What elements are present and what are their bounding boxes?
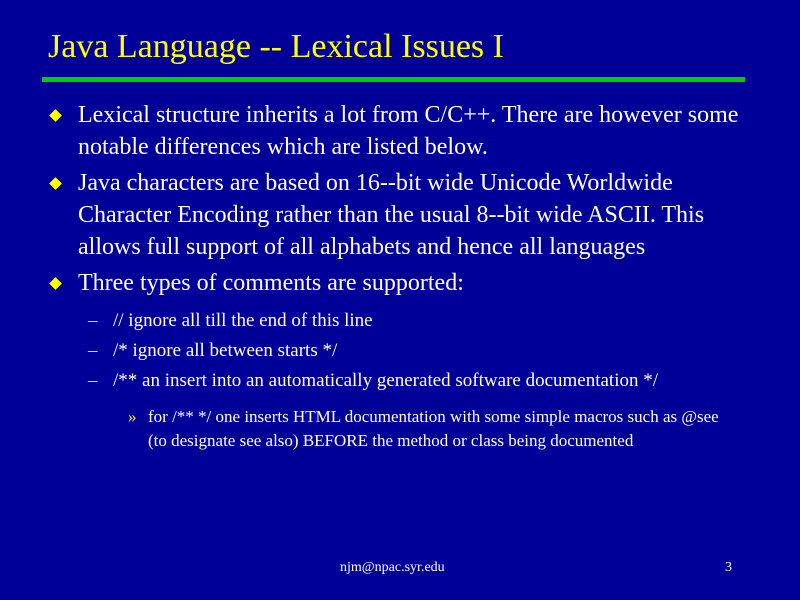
bullet-text: Three types of comments are supported: bbox=[78, 270, 464, 296]
diamond-bullet-icon bbox=[49, 177, 62, 190]
sub-bullet-text: // ignore all till the end of this line bbox=[113, 310, 373, 331]
title-underline bbox=[42, 77, 745, 82]
diamond-bullet-icon bbox=[49, 277, 62, 290]
sub-bullet-item bbox=[0, 339, 743, 363]
footer-email: njm@npac.syr.edu bbox=[340, 560, 445, 575]
bullet-list bbox=[0, 99, 800, 453]
double-chevron-bullet-icon: » bbox=[128, 407, 137, 426]
sub-bullet-text: /** an insert into an automatically generated software documentation */ bbox=[113, 370, 659, 391]
bullet-text: Java characters are based on 16--bit wide Unicode Worldwide Character Encoding rather than the usual 8--bit wide ASCII. This allows full support of all alphabets and hence all languages bbox=[78, 170, 705, 260]
bullet-item bbox=[0, 267, 758, 299]
slide-title: Java Language -- Lexical Issues I bbox=[48, 28, 504, 65]
bullet-item bbox=[0, 167, 758, 263]
sub-bullet-text: /* ignore all between starts */ bbox=[113, 340, 338, 361]
bullet-item bbox=[0, 99, 758, 163]
dash-bullet-icon: – bbox=[88, 340, 98, 361]
sub-bullet-item bbox=[0, 309, 743, 333]
sub-sub-bullet-item bbox=[0, 405, 738, 453]
dash-bullet-icon: – bbox=[88, 310, 98, 331]
sub-sub-bullet-text: for /** */ one inserts HTML documentation with some simple macros such as @see (to designate see also) BEFORE the method or class being documented bbox=[148, 407, 719, 450]
page-number: 3 bbox=[725, 560, 732, 575]
dash-bullet-icon: – bbox=[88, 370, 98, 391]
diamond-bullet-icon bbox=[49, 109, 62, 122]
bullet-text: Lexical structure inherits a lot from C/C++. There are however some notable differences which are listed below. bbox=[78, 102, 739, 160]
sub-bullet-item bbox=[0, 369, 743, 393]
